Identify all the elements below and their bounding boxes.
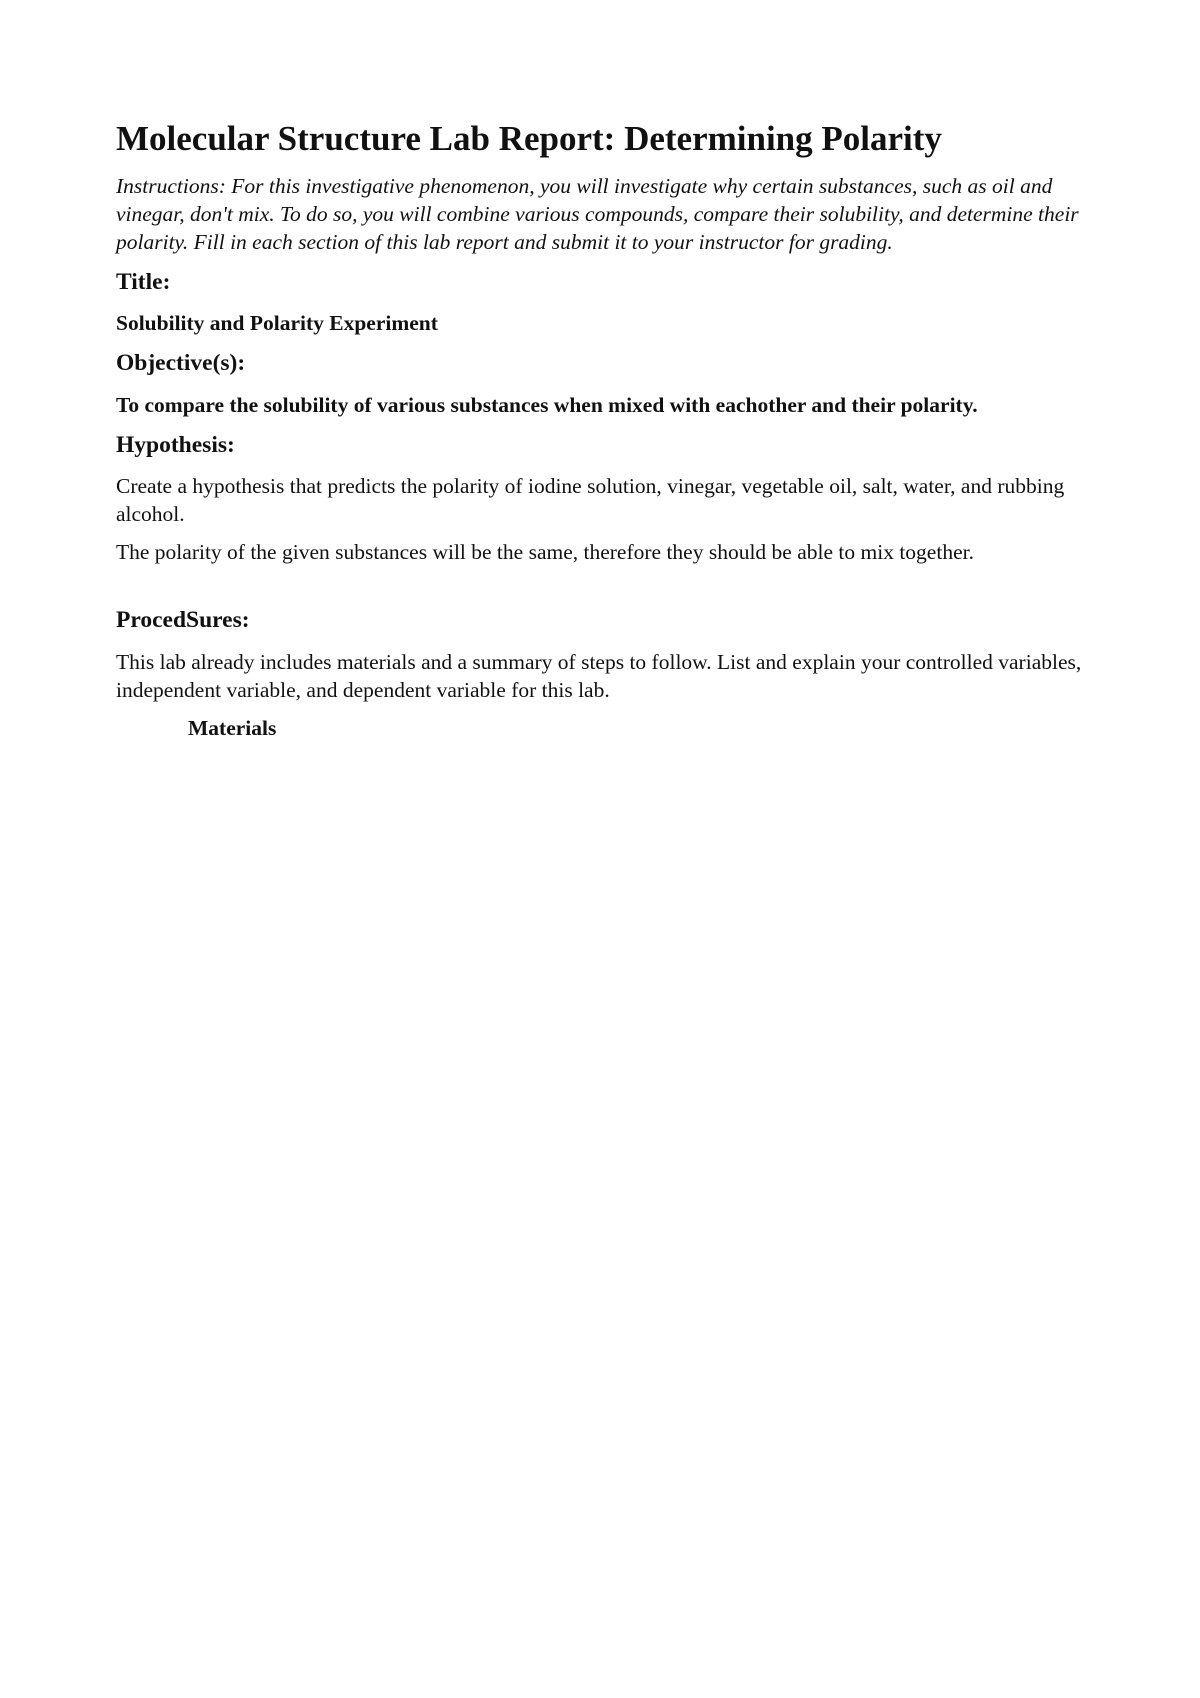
objective-heading: Objective(s): — [116, 350, 246, 377]
title-heading: Title: — [116, 269, 171, 295]
lab-report-page — [116, 118, 1096, 742]
hypothesis-prompt: Create a hypothesis that predicts the polarity of iodine solution, vinegar, vegetable oil, salt, water, and rubbing alcohol. — [116, 474, 1065, 527]
procedures-prompt: This lab already includes materials and a summary of steps to follow. List and explain your controlled variables, independent variable, and dependent variable for this lab. — [116, 649, 1082, 702]
section-spacer — [116, 576, 1096, 606]
hypothesis-heading: Hypothesis: — [116, 431, 235, 458]
title-answer: Solubility and Polarity Experiment — [116, 311, 438, 336]
materials-label: Materials — [188, 715, 277, 740]
procedures-heading: ProcedSures: — [116, 607, 250, 634]
document-title: Molecular Structure Lab Report: Determining Polarity — [116, 119, 942, 158]
instructions-text: Instructions: For this investigative phenomenon, you will investigate why certain substances, such as oil and vinegar, don't mix. To do so, you will combine various compounds, compare their solubility, and determine their polarity. Fill in each section of this lab report and submit it to your instructor for grading. — [116, 174, 1079, 254]
objective-answer: To compare the solubility of various substances when mixed with eachother and their polarity. — [116, 392, 978, 417]
hypothesis-answer: The polarity of the given substances will be the same, therefore they should be able to mix together. — [116, 540, 974, 565]
